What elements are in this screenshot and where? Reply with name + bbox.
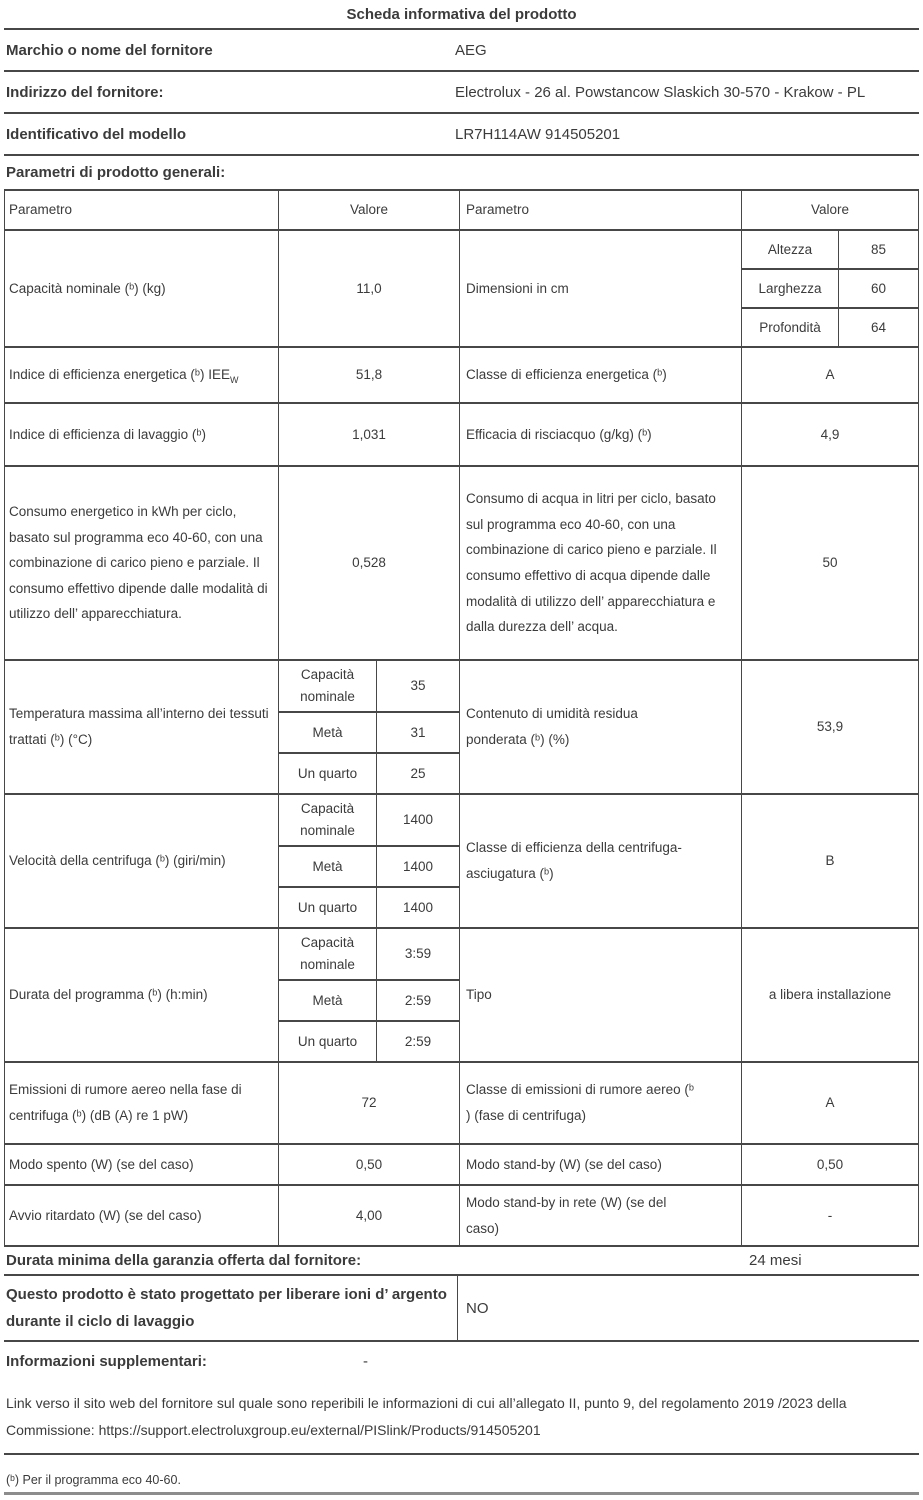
header-parametro-right: Parametro [459, 191, 741, 229]
param-label: Consumo di acqua in litri per ciclo, basato sul programma eco 40-60, con una combinazione di carico pieno e parziale. Il consumo effettivo di acqua dipende dalle modalità di utilizzo dell’ apparecchiatura e dalla durezza dell’ acqua. [459, 467, 741, 659]
load-subtable [278, 661, 459, 793]
supplementary-info-row [4, 1344, 919, 1378]
table-row-duration-type [5, 929, 918, 1063]
param-value: 1,031 [278, 404, 459, 465]
load-subtable [278, 929, 459, 1061]
load-row [279, 754, 459, 793]
silver-ions-value: NO [466, 1299, 489, 1317]
param-label: Classe di emissioni di rumore aereo (ᵇ ) (fase di centrifuga) [459, 1063, 741, 1143]
param-value: 51,8 [278, 348, 459, 402]
param-label: Indice di efficienza di lavaggio (ᵇ) [9, 426, 206, 442]
supplier-link-text: Link verso il sito web del fornitore sul quale sono reperibili le informazioni di cui all’allegato II, punto 9, del regolamento 2019 /2023 della Commissione: https://support.electroluxgroup.eu/external/PISlink/Products/914505201 [6, 1395, 847, 1438]
load-value: 2:59 [376, 1022, 459, 1061]
parameters-table [4, 189, 919, 1247]
param-value: 0,50 [741, 1145, 918, 1184]
param-label: Modo stand-by in rete (W) (se del caso) [459, 1186, 741, 1245]
param-value: 50 [741, 467, 918, 659]
param-label: Modo spento (W) (se del caso) [9, 1156, 194, 1172]
warranty-label: Durata minima della garanzia offerta dal fornitore: [6, 1252, 362, 1270]
supplier-brand-row [4, 30, 919, 72]
warranty-row [4, 1247, 919, 1276]
param-value: 0,528 [278, 467, 459, 659]
table-row-washing-efficiency [5, 404, 918, 467]
param-label: Capacità nominale (ᵇ) (kg) [9, 280, 166, 296]
load-value: 25 [376, 754, 459, 793]
param-label: Classe di efficienza energetica (ᵇ) [459, 348, 741, 402]
load-row [279, 1022, 459, 1061]
param-label: Avvio ritardato (W) (se del caso) [9, 1207, 202, 1223]
load-label: Metà [312, 992, 343, 1008]
dimension-row [742, 309, 918, 346]
dimensions-subtable [741, 231, 918, 346]
footnote-divider [4, 1453, 919, 1455]
table-row-energy-index [5, 348, 918, 404]
address-label: Indirizzo del fornitore: [6, 83, 164, 101]
load-value: 1400 [376, 888, 459, 927]
dim-label: Larghezza [758, 280, 822, 296]
load-label: Metà [312, 858, 343, 874]
param-value: - [741, 1186, 918, 1245]
header-parametro-left: Parametro [9, 202, 73, 218]
dimension-row [742, 231, 918, 270]
table-row-delay-network [5, 1186, 918, 1247]
load-label: Un quarto [297, 899, 358, 915]
load-label: Un quarto [297, 1033, 358, 1049]
table-row-spin-speed [5, 795, 918, 929]
load-label: Un quarto [297, 765, 358, 781]
silver-ions-row [4, 1276, 919, 1342]
load-label: Capacità nominale [300, 667, 355, 704]
param-label: Velocità della centrifuga (ᵇ) (giri/min) [9, 853, 226, 869]
dimension-row [742, 270, 918, 309]
model-value: LR7H114AW 914505201 [455, 125, 621, 143]
header-valore-right: Valore [741, 191, 918, 229]
param-label: Dimensioni in cm [459, 231, 741, 346]
param-label: Classe di efficienza della centrifuga-asciugatura (ᵇ) [459, 795, 741, 927]
load-value: 2:59 [376, 981, 459, 1020]
load-row [279, 847, 459, 888]
param-value: 4,00 [278, 1186, 459, 1245]
warranty-value: 24 mesi [749, 1252, 802, 1270]
load-value: 3:59 [376, 929, 459, 979]
param-label: Indice di efficienza energetica (ᵇ) $IEE_W$ [9, 367, 239, 386]
page-title: Scheda informativa del prodotto [4, 6, 919, 30]
dim-label: Altezza [767, 241, 813, 257]
param-value: 72 [278, 1063, 459, 1143]
model-identifier-row [4, 114, 919, 156]
load-value: 31 [376, 713, 459, 752]
footnote-eco-programme: (ᵇ) Per il programma eco 40-60. [6, 1473, 181, 1488]
param-value: A [741, 348, 918, 402]
dim-value: 64 [838, 309, 918, 346]
iee-subscript: W [229, 375, 239, 386]
param-label: Efficacia di risciacquo (g/kg) (ᵇ) [459, 404, 741, 465]
supplementary-value: - [363, 1352, 368, 1370]
load-label: Metà [312, 724, 343, 740]
table-row-consumption [5, 467, 918, 661]
param-value: B [741, 795, 918, 927]
supplementary-label: Informazioni supplementari: [6, 1352, 207, 1370]
table-header-row [5, 191, 918, 231]
load-value: 1400 [376, 795, 459, 845]
silver-ions-label: Questo prodotto è stato progettato per liberare ioni d’ argento durante il ciclo di lavaggio [4, 1276, 458, 1340]
table-row-noise [5, 1063, 918, 1145]
param-label: Emissioni di rumore aereo nella fase di centrifuga (ᵇ) (dB (A) re 1 pW) [9, 1082, 242, 1123]
table-row-capacity-dimensions [5, 231, 918, 348]
load-label: Capacità nominale [300, 801, 355, 838]
dim-label: Profondità [759, 319, 821, 335]
general-parameters-heading: Parametri di prodotto generali: [6, 164, 226, 181]
brand-label: Marchio o nome del fornitore [6, 41, 213, 59]
param-value: 4,9 [741, 404, 918, 465]
load-value: 1400 [376, 847, 459, 886]
param-label: Temperatura massima all’interno dei tessuti trattati (ᵇ) (°C) [9, 706, 269, 747]
brand-value: AEG [455, 41, 487, 59]
param-label: Consumo energetico in kWh per ciclo, basato sul programma eco 40-60, con una combinazione di carico pieno e parziale. Il consumo effettivo dipende dalle modalità di utilizzo dell’ apparecchiatura. [9, 503, 268, 622]
header-valore-left: Valore [278, 191, 459, 229]
param-value: 11,0 [278, 231, 459, 346]
table-row-temperature-humidity [5, 661, 918, 795]
param-value: a libera installazione [741, 929, 918, 1061]
param-label: Durata del programma (ᵇ) (h:min) [9, 987, 208, 1003]
load-row [279, 795, 459, 847]
param-value: 53,9 [741, 661, 918, 793]
param-value: A [741, 1063, 918, 1143]
load-row [279, 888, 459, 927]
load-row [279, 661, 459, 713]
param-label: Tipo [459, 929, 741, 1061]
load-row [279, 929, 459, 981]
bottom-gray-bar [4, 1492, 919, 1495]
load-label: Capacità nominale [300, 935, 355, 972]
param-label: Modo stand-by (W) (se del caso) [459, 1145, 741, 1184]
table-row-off-standby [5, 1145, 918, 1186]
address-value: Electrolux - 26 al. Powstancow Slaskich 30-570 - Krakow - PL [455, 83, 866, 101]
param-value: 0,50 [278, 1145, 459, 1184]
supplier-address-row [4, 72, 919, 114]
load-value: 35 [376, 661, 459, 711]
param-label: Contenuto di umidità residua ponderata (ᵇ) (%) [459, 661, 741, 793]
load-subtable [278, 795, 459, 927]
dim-value: 85 [838, 231, 918, 268]
load-row [279, 981, 459, 1022]
load-row [279, 713, 459, 754]
model-label: Identificativo del modello [6, 125, 187, 143]
dim-value: 60 [838, 270, 918, 307]
